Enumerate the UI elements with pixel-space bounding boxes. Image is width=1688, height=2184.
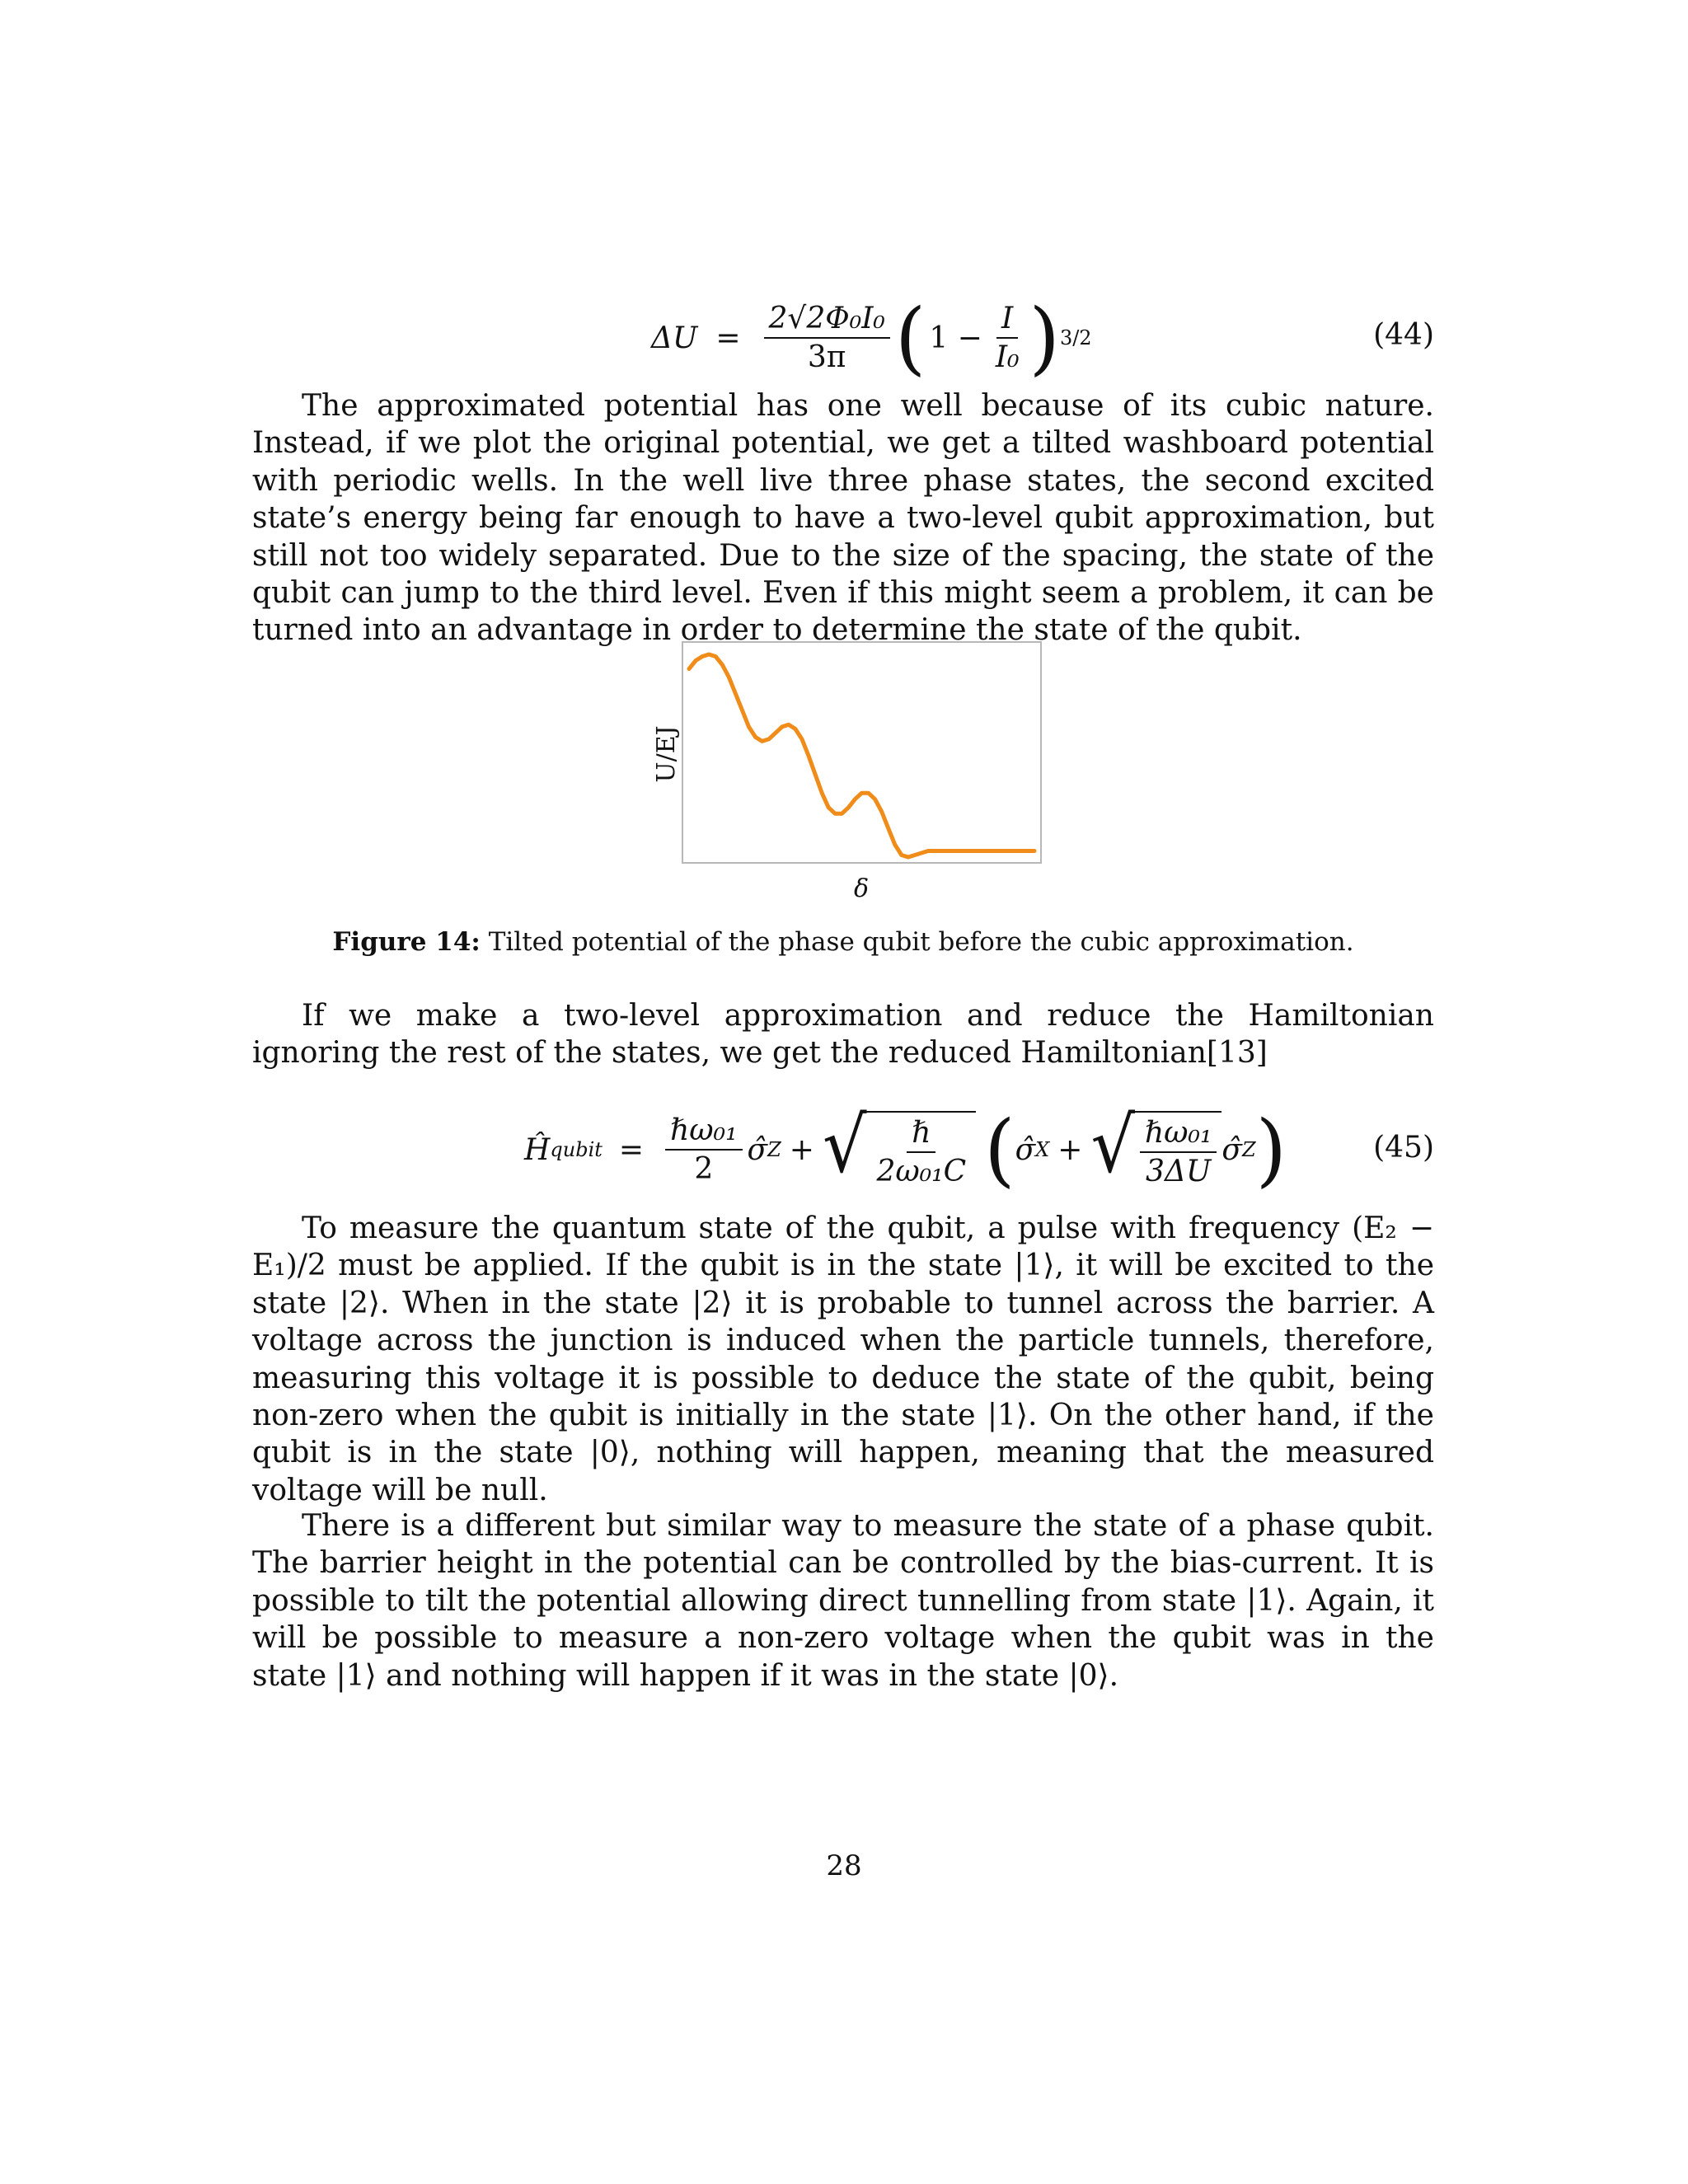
eq44-number: (44) (1373, 318, 1434, 352)
eq45-plus-1: + (789, 1132, 814, 1167)
eq44-inner-numerator: I (996, 302, 1018, 339)
eq45-lhs-subscript: qubit (550, 1138, 603, 1161)
potential-curve (689, 654, 1034, 857)
figure-14 (626, 635, 1055, 907)
eq45-sqrt-2 (1090, 1100, 1221, 1190)
eq45-term1-denominator: 2 (694, 1152, 714, 1186)
eq45-number: (45) (1373, 1131, 1434, 1165)
eq44-fraction (764, 302, 890, 374)
caption-text: Tilted potential of the phase qubit before the cubic approximation. (488, 927, 1354, 957)
x-axis-label: δ (853, 874, 870, 903)
eq44-one-minus: 1 − (929, 321, 982, 355)
eq44-exponent: 3/2 (1059, 326, 1092, 349)
eq45-sqrt2-numerator: ℏω₀₁ (1140, 1116, 1217, 1153)
eq44-inner-fraction (991, 302, 1025, 374)
eq44-frac-numerator: 2√2Φ₀I₀ (764, 302, 890, 339)
sqrt-1-radical-icon: √ (822, 1100, 867, 1190)
eq45-term1-numerator: ℏω₀₁ (665, 1113, 742, 1151)
paragraph-4: There is a different but similar way to measure the state of a phase qubit. The barrier height in the potential can be controlled by the bias-current. It is possible to tilt the potential allowing direct tunnelling from state |1⟩. Again, it will be possible to measure a non-zero voltage when the qubit was in the state |1⟩ and nothing will happen if it was in the state |0⟩. (252, 1509, 1434, 1693)
eq45-sigma-z-1-sub: Z (767, 1138, 781, 1161)
eq45-lhs: Ĥ (524, 1132, 551, 1167)
eq45-sqrt1-numerator: ℏ (907, 1116, 935, 1153)
eq45-sigma-z-2: σ̂ (1221, 1132, 1242, 1167)
figure-caption (252, 927, 1434, 957)
eq45-left-paren: ( (984, 1104, 1015, 1196)
sqrt-2-radical-icon: √ (1090, 1100, 1135, 1190)
paragraph-1: The approximated potential has one well because of its cubic nature. Instead, if we plot the original potential, we get a tilted washboard potential with periodic wells. In the well live three phase states, the second excited state’s energy being far enough to have a two-level qubit approximation, but still not too widely separated. Due to the size of the spacing, the state of the qubit can jump to the third level. Even if this might seem a problem, it can be turned into an advantage in order to determine the state of the qubit. (252, 389, 1434, 648)
eq45-sqrt1-denominator: 2ω₀₁C (876, 1155, 967, 1188)
eq45-plus-2: + (1057, 1132, 1083, 1167)
eq45-sigma-x-sub: X (1035, 1138, 1050, 1161)
eq44-frac-denominator: 3π (807, 340, 846, 374)
caption-label: Figure 14: (332, 927, 481, 957)
eq44-equals: = (715, 321, 741, 355)
eq45-sqrt2-fraction (1140, 1116, 1217, 1188)
eq45-sigma-x: σ̂ (1015, 1132, 1036, 1167)
eq45-sqrt2-denominator: 3ΔU (1146, 1155, 1212, 1188)
eq45-sigma-z-1: σ̂ (747, 1132, 768, 1167)
equation-44 (252, 288, 1434, 387)
equation-45 (252, 1096, 1434, 1203)
eq44-inner-denominator: I₀ (995, 340, 1020, 374)
page-number: 28 (826, 1849, 862, 1882)
eq45-equals: = (618, 1132, 645, 1167)
paragraph-2: If we make a two-level approximation and reduce the Hamiltonian ignoring the rest of the states, we get the reduced Hamiltonian[13] (252, 999, 1434, 1071)
eq45-sqrt1-fraction (871, 1116, 971, 1188)
plot-frame (682, 642, 1041, 863)
eq44-left-paren: ( (894, 292, 926, 384)
eq45-sqrt-1 (822, 1100, 976, 1190)
paragraph-3: To measure the quantum state of the qubit, a pulse with frequency (E₂ − E₁)/2 must be applied. If the qubit is in the state |1⟩, it will be excited to the state |2⟩. When in the state |2⟩ it is probable to tunnel across the barrier. A voltage across the junction is induced when the particle tunnels, therefore, measuring this voltage it is possible to deduce the state of the qubit, being non-zero when the qubit is initially in the state |1⟩. On the other hand, if the qubit is in the state |0⟩, nothing will happen, meaning that the measured voltage will be null. (252, 1212, 1434, 1507)
eq44-right-paren: ) (1029, 292, 1060, 384)
eq45-sigma-z-2-sub: Z (1241, 1138, 1256, 1161)
eq45-term1-fraction (665, 1113, 742, 1186)
potential-plot (626, 635, 1055, 907)
eq45-right-paren: ) (1255, 1104, 1287, 1196)
eq44-lhs: ΔU (651, 321, 698, 355)
y-axis-label: U/EJ (652, 725, 681, 783)
